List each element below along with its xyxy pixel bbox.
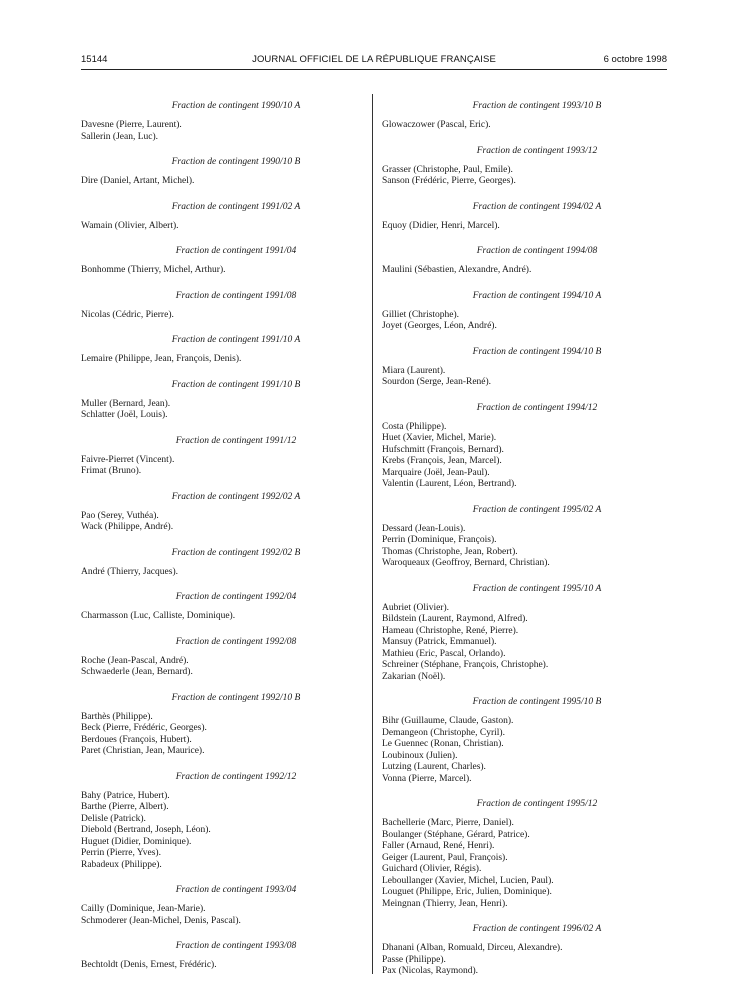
contingent-section (382, 202, 652, 233)
page-number: 15144 (81, 54, 108, 65)
name-entry: Demangeon (Christophe, Cyril). (382, 727, 505, 738)
column-divider (372, 94, 373, 974)
section-title: Fraction de contingent 1992/02 B (171, 547, 301, 558)
name-list (81, 611, 351, 623)
name-entry: Boulanger (Stéphane, Gérard, Patrice). (382, 829, 530, 840)
name-entry: Costa (Philippe). (382, 421, 447, 432)
contingent-section (382, 246, 652, 277)
contingent-section (382, 584, 652, 684)
name-entry: Vonna (Pierre, Marcel). (382, 773, 472, 784)
section-title: Fraction de contingent 1993/08 (175, 941, 297, 951)
name-entry: Schreiner (Stéphane, François, Christophe). (382, 660, 549, 670)
name-entry: Lutzing (Laurent, Charles). (382, 762, 486, 772)
name-entry: Sourdon (Serge, Jean-René). (382, 377, 492, 387)
name-list (382, 422, 652, 491)
contingent-section (81, 380, 351, 422)
name-list (81, 712, 351, 758)
name-entry: Guichard (Olivier, Régis). (382, 864, 482, 874)
name-list (382, 120, 652, 132)
name-entry: Schwaederle (Jean, Bernard). (81, 667, 193, 677)
section-title: Fraction de contingent 1991/02 A (171, 201, 301, 212)
name-entry: Pax (Nicolas, Raymond). (382, 966, 479, 976)
name-entry: Bildstein (Laurent, Raymond, Alfred). (382, 614, 528, 624)
name-entry: Roche (Jean-Pascal, André). (81, 655, 189, 666)
name-entry: Gilliet (Christophe). (382, 309, 460, 320)
contingent-section (382, 403, 652, 491)
section-title: Fraction de contingent 1991/12 (175, 435, 297, 446)
name-entry: Pao (Serey, Vuthéa). (81, 510, 159, 521)
name-list (382, 943, 652, 978)
name-entry: Sallerin (Jean, Luc). (81, 131, 159, 142)
name-list (382, 716, 652, 785)
name-list (382, 818, 652, 910)
name-list (382, 603, 652, 684)
name-list (81, 455, 351, 478)
section-title: Fraction de contingent 1995/10 A (472, 583, 602, 594)
header-rule (81, 69, 667, 70)
contingent-section (81, 548, 351, 579)
contingent-section (81, 157, 351, 188)
name-list (81, 567, 351, 579)
contingent-section (382, 697, 652, 785)
name-entry: Faivre-Pierret (Vincent). (81, 454, 175, 465)
name-entry: Rabadeux (Philippe). (81, 859, 162, 870)
name-entry: Wamain (Olivier, Albert). (81, 220, 179, 231)
page-header (81, 54, 667, 70)
name-entry: Faller (Arnaud, René, Henri). (382, 841, 495, 851)
section-title: Fraction de contingent 1992/04 (175, 592, 297, 602)
name-entry: Bonhomme (Thierry, Michel, Arthur). (81, 265, 226, 275)
contingent-section (382, 347, 652, 389)
name-entry: Diebold (Bertrand, Joseph, Léon). (81, 825, 211, 835)
section-title: Fraction de contingent 1992/12 (175, 771, 297, 782)
name-entry: Barthe (Pierre, Albert). (81, 802, 169, 812)
name-entry: Sanson (Frédéric, Pierre, Georges). (382, 176, 516, 186)
name-entry: Louguet (Philippe, Eric, Julien, Dominique). (382, 887, 552, 897)
name-list (81, 656, 351, 679)
name-entry: Thomas (Christophe, Jean, Robert). (382, 546, 518, 557)
name-entry: Dhanani (Alban, Romuald, Dirceu, Alexandre). (382, 943, 563, 953)
name-entry: Perrin (Dominique, François). (382, 535, 497, 545)
name-entry: Delisle (Patrick). (81, 813, 146, 824)
section-title: Fraction de contingent 1990/10 A (171, 101, 301, 111)
name-list (382, 265, 652, 277)
name-entry: André (Thierry, Jacques). (81, 566, 178, 577)
name-entry: Wack (Philippe, André). (81, 522, 174, 532)
name-entry: Equoy (Didier, Henri, Marcel). (382, 220, 500, 231)
name-entry: Paret (Christian, Jean, Maurice). (81, 746, 205, 756)
contingent-section (81, 592, 351, 623)
name-entry: Dire (Daniel, Artant, Michel). (81, 176, 195, 186)
name-list (81, 904, 351, 927)
name-list (81, 511, 351, 534)
section-title: Fraction de contingent 1995/02 A (472, 504, 602, 515)
name-entry: Schlatter (Joël, Louis). (81, 410, 168, 420)
contingent-section (382, 924, 652, 978)
section-title: Fraction de contingent 1991/10 A (171, 335, 301, 345)
section-title: Fraction de contingent 1994/02 A (472, 201, 602, 212)
name-list (81, 791, 351, 872)
name-entry: Frimat (Bruno). (81, 466, 142, 476)
name-entry: Bahy (Patrice, Hubert). (81, 790, 170, 801)
name-entry: Marquaire (Joël, Jean-Paul). (382, 467, 490, 478)
name-entry: Meingnan (Thierry, Jean, Henri). (382, 898, 508, 909)
name-entry: Mansuy (Patrick, Emmanuel). (382, 637, 497, 647)
section-title: Fraction de contingent 1993/12 (476, 145, 598, 156)
name-list (382, 524, 652, 570)
name-entry: Le Guennec (Ronan, Christian). (382, 739, 504, 749)
section-title: Fraction de contingent 1995/12 (476, 799, 598, 809)
name-entry: Dessard (Jean-Louis). (382, 523, 466, 534)
name-list (382, 310, 652, 333)
contingent-section (81, 693, 351, 758)
contingent-section (382, 101, 652, 132)
section-title: Fraction de contingent 1992/10 B (171, 692, 301, 703)
publication-date: 6 octobre 1998 (603, 54, 667, 65)
name-entry: Joyet (Georges, Léon, André). (382, 321, 497, 331)
name-list (382, 221, 652, 233)
right-column (382, 101, 652, 978)
section-title: Fraction de contingent 1995/10 B (472, 697, 602, 707)
contingent-section (81, 335, 351, 366)
name-entry: Hameau (Christophe, René, Pierre). (382, 625, 519, 636)
section-title: Fraction de contingent 1994/10 A (472, 290, 602, 301)
name-entry: Krebs (François, Jean, Marcel). (382, 456, 502, 466)
name-entry: Waroqueaux (Geoffroy, Bernard, Christian). (382, 558, 550, 568)
name-list (81, 310, 351, 322)
name-entry: Schmoderer (Jean-Michel, Denis, Pascal). (81, 915, 241, 926)
name-entry: Beck (Pierre, Frédéric, Georges). (81, 723, 207, 733)
section-title: Fraction de contingent 1992/02 A (171, 491, 301, 502)
journal-title: JOURNAL OFFICIEL DE LA RÉPUBLIQUE FRANÇAISE (252, 54, 496, 65)
contingent-section (81, 291, 351, 322)
name-entry: Cailly (Dominique, Jean-Marie). (81, 904, 206, 914)
section-title: Fraction de contingent 1994/08 (476, 246, 598, 256)
name-list (81, 120, 351, 143)
name-entry: Bechtoldt (Denis, Ernest, Frédéric). (81, 960, 217, 970)
section-title: Fraction de contingent 1996/02 A (472, 924, 602, 934)
name-entry: Perrin (Pierre, Yves). (81, 848, 161, 858)
name-entry: Maulini (Sébastien, Alexandre, André). (382, 265, 532, 275)
contingent-section (382, 291, 652, 333)
section-title: Fraction de contingent 1990/10 B (171, 157, 301, 167)
name-entry: Zakarian (Noël). (382, 671, 446, 682)
name-entry: Loubinoux (Julien). (382, 750, 458, 761)
contingent-section (81, 772, 351, 872)
name-entry: Aubriet (Olivier). (382, 602, 450, 613)
contingent-section (81, 885, 351, 927)
section-title: Fraction de contingent 1991/08 (175, 290, 297, 301)
name-entry: Charmasson (Luc, Calliste, Dominique). (81, 611, 236, 621)
contingent-section (382, 146, 652, 188)
name-entry: Passe (Philippe). (382, 954, 446, 965)
section-title: Fraction de contingent 1994/10 B (472, 346, 602, 357)
name-entry: Bachellerie (Marc, Pierre, Daniel). (382, 818, 514, 828)
name-entry: Hufschmitt (François, Bernard). (382, 444, 504, 455)
left-column (81, 101, 351, 972)
section-title: Fraction de contingent 1991/10 B (171, 379, 301, 390)
contingent-section (81, 436, 351, 478)
section-title: Fraction de contingent 1992/08 (175, 636, 297, 647)
contingent-section (81, 101, 351, 143)
name-entry: Grasser (Christophe, Paul, Emile). (382, 164, 513, 175)
name-list (81, 960, 351, 972)
name-list (81, 354, 351, 366)
section-title: Fraction de contingent 1993/10 B (472, 101, 602, 111)
name-entry: Nicolas (Cédric, Pierre). (81, 309, 174, 320)
name-entry: Leboullanger (Xavier, Michel, Lucien, Paul). (382, 875, 554, 886)
section-title: Fraction de contingent 1991/04 (175, 246, 297, 256)
name-list (382, 366, 652, 389)
name-list (81, 265, 351, 277)
name-entry: Huet (Xavier, Michel, Marie). (382, 433, 497, 443)
contingent-section (81, 637, 351, 679)
name-entry: Davesne (Pierre, Laurent). (81, 120, 182, 130)
contingent-section (382, 799, 652, 910)
contingent-section (382, 505, 652, 570)
name-entry: Geiger (Laurent, Paul, François). (382, 852, 508, 863)
contingent-section (81, 941, 351, 972)
name-entry: Glowaczower (Pascal, Eric). (382, 120, 491, 130)
name-list (81, 221, 351, 233)
contingent-section (81, 492, 351, 534)
section-title: Fraction de contingent 1994/12 (476, 402, 598, 413)
contingent-section (81, 246, 351, 277)
section-title: Fraction de contingent 1993/04 (175, 885, 297, 895)
name-entry: Berdoues (François, Hubert). (81, 734, 192, 745)
name-entry: Muller (Bernard, Jean). (81, 398, 171, 409)
name-list (81, 399, 351, 422)
name-entry: Barthès (Philippe). (81, 711, 153, 722)
name-entry: Lemaire (Philippe, Jean, François, Denis). (81, 354, 242, 364)
name-entry: Valentin (Laurent, Léon, Bertrand). (382, 479, 517, 489)
name-entry: Huguet (Didier, Dominique). (81, 836, 192, 847)
contingent-section (81, 202, 351, 233)
name-entry: Mathieu (Eric, Pascal, Orlando). (382, 648, 506, 659)
name-list (81, 176, 351, 188)
name-list (382, 165, 652, 188)
name-entry: Miara (Laurent). (382, 365, 446, 376)
name-entry: Bihr (Guillaume, Claude, Gaston). (382, 716, 514, 726)
